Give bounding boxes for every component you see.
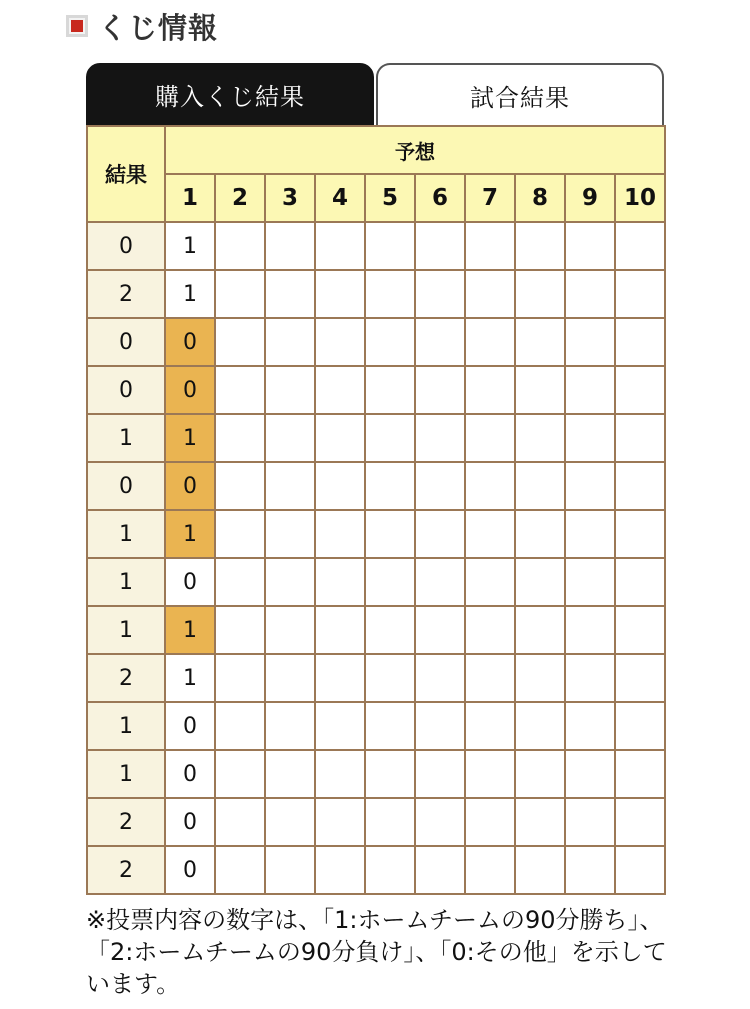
empty-prediction-cell: [265, 318, 315, 366]
prediction-cell-hit: 1: [165, 510, 215, 558]
empty-prediction-cell: [365, 510, 415, 558]
result-cell: 2: [87, 654, 165, 702]
empty-prediction-cell: [415, 702, 465, 750]
prediction-cell: 0: [165, 702, 215, 750]
empty-prediction-cell: [215, 654, 265, 702]
result-cell: 1: [87, 606, 165, 654]
table-row: [87, 414, 665, 462]
empty-prediction-cell: [615, 702, 665, 750]
empty-prediction-cell: [365, 270, 415, 318]
empty-prediction-cell: [565, 606, 615, 654]
prediction-number-header: 7: [465, 174, 515, 222]
empty-prediction-cell: [415, 222, 465, 270]
empty-prediction-cell: [265, 462, 315, 510]
empty-prediction-cell: [265, 222, 315, 270]
section-heading: [66, 8, 218, 44]
prediction-cell: 1: [165, 222, 215, 270]
empty-prediction-cell: [215, 558, 265, 606]
table-row: [87, 510, 665, 558]
empty-prediction-cell: [465, 414, 515, 462]
empty-prediction-cell: [515, 654, 565, 702]
result-cell: 2: [87, 270, 165, 318]
empty-prediction-cell: [265, 702, 315, 750]
prediction-cell: 1: [165, 654, 215, 702]
empty-prediction-cell: [315, 750, 365, 798]
empty-prediction-cell: [315, 798, 365, 846]
empty-prediction-cell: [415, 558, 465, 606]
empty-prediction-cell: [515, 318, 565, 366]
empty-prediction-cell: [465, 510, 515, 558]
empty-prediction-cell: [515, 846, 565, 894]
result-cell: 0: [87, 318, 165, 366]
empty-prediction-cell: [615, 510, 665, 558]
empty-prediction-cell: [565, 654, 615, 702]
result-cell: 1: [87, 750, 165, 798]
empty-prediction-cell: [615, 318, 665, 366]
empty-prediction-cell: [515, 510, 565, 558]
empty-prediction-cell: [315, 558, 365, 606]
empty-prediction-cell: [465, 654, 515, 702]
prediction-number-header: 9: [565, 174, 615, 222]
empty-prediction-cell: [415, 510, 465, 558]
empty-prediction-cell: [415, 798, 465, 846]
empty-prediction-cell: [265, 366, 315, 414]
result-cell: 0: [87, 462, 165, 510]
empty-prediction-cell: [365, 462, 415, 510]
prediction-number-header: 2: [215, 174, 265, 222]
table-row: [87, 606, 665, 654]
empty-prediction-cell: [565, 414, 615, 462]
prediction-number-header: 8: [515, 174, 565, 222]
empty-prediction-cell: [265, 654, 315, 702]
empty-prediction-cell: [315, 702, 365, 750]
empty-prediction-cell: [215, 366, 265, 414]
empty-prediction-cell: [565, 798, 615, 846]
empty-prediction-cell: [215, 846, 265, 894]
table-row: [87, 222, 665, 270]
empty-prediction-cell: [515, 798, 565, 846]
empty-prediction-cell: [615, 750, 665, 798]
empty-prediction-cell: [265, 750, 315, 798]
prediction-table: [86, 125, 666, 895]
empty-prediction-cell: [565, 318, 615, 366]
empty-prediction-cell: [615, 366, 665, 414]
empty-prediction-cell: [515, 462, 565, 510]
prediction-cell: 0: [165, 558, 215, 606]
empty-prediction-cell: [265, 510, 315, 558]
table-row: [87, 270, 665, 318]
empty-prediction-cell: [365, 366, 415, 414]
page-title: くじ情報: [98, 10, 219, 45]
empty-prediction-cell: [215, 462, 265, 510]
empty-prediction-cell: [265, 558, 315, 606]
prediction-cell-hit: 0: [165, 462, 215, 510]
prediction-cell: 0: [165, 750, 215, 798]
table-row: [87, 366, 665, 414]
prediction-cell-hit: 1: [165, 606, 215, 654]
empty-prediction-cell: [365, 318, 415, 366]
prediction-cell-hit: 1: [165, 414, 215, 462]
empty-prediction-cell: [315, 222, 365, 270]
empty-prediction-cell: [415, 750, 465, 798]
empty-prediction-cell: [365, 846, 415, 894]
prediction-number-header: 6: [415, 174, 465, 222]
empty-prediction-cell: [565, 462, 615, 510]
prediction-column-header: 予想: [165, 126, 665, 174]
empty-prediction-cell: [515, 270, 565, 318]
result-cell: 1: [87, 558, 165, 606]
empty-prediction-cell: [315, 654, 365, 702]
empty-prediction-cell: [215, 510, 265, 558]
empty-prediction-cell: [315, 606, 365, 654]
empty-prediction-cell: [365, 558, 415, 606]
empty-prediction-cell: [565, 366, 615, 414]
empty-prediction-cell: [265, 606, 315, 654]
prediction-number-header: 10: [615, 174, 665, 222]
empty-prediction-cell: [615, 462, 665, 510]
table-row: [87, 750, 665, 798]
tab-purchased-lottery-results[interactable]: 購入くじ結果: [86, 63, 374, 126]
table-row: [87, 846, 665, 894]
result-cell: 2: [87, 846, 165, 894]
empty-prediction-cell: [215, 798, 265, 846]
empty-prediction-cell: [615, 846, 665, 894]
prediction-cell: 0: [165, 798, 215, 846]
table-row: [87, 702, 665, 750]
table-row: [87, 798, 665, 846]
empty-prediction-cell: [315, 366, 365, 414]
empty-prediction-cell: [215, 318, 265, 366]
empty-prediction-cell: [365, 798, 415, 846]
result-cell: 1: [87, 414, 165, 462]
empty-prediction-cell: [365, 414, 415, 462]
table-row: [87, 558, 665, 606]
empty-prediction-cell: [465, 846, 515, 894]
empty-prediction-cell: [365, 222, 415, 270]
empty-prediction-cell: [315, 846, 365, 894]
prediction-cell-hit: 0: [165, 366, 215, 414]
empty-prediction-cell: [515, 222, 565, 270]
empty-prediction-cell: [465, 558, 515, 606]
empty-prediction-cell: [615, 558, 665, 606]
empty-prediction-cell: [415, 318, 465, 366]
result-cell: 2: [87, 798, 165, 846]
prediction-cell: 0: [165, 846, 215, 894]
empty-prediction-cell: [215, 606, 265, 654]
empty-prediction-cell: [415, 270, 465, 318]
empty-prediction-cell: [215, 702, 265, 750]
empty-prediction-cell: [315, 270, 365, 318]
tab-bar: [86, 63, 664, 126]
empty-prediction-cell: [415, 846, 465, 894]
empty-prediction-cell: [215, 414, 265, 462]
empty-prediction-cell: [565, 222, 615, 270]
empty-prediction-cell: [415, 414, 465, 462]
empty-prediction-cell: [615, 222, 665, 270]
tab-match-results[interactable]: 試合結果: [376, 63, 664, 126]
empty-prediction-cell: [465, 750, 515, 798]
empty-prediction-cell: [565, 702, 615, 750]
empty-prediction-cell: [465, 798, 515, 846]
empty-prediction-cell: [515, 606, 565, 654]
empty-prediction-cell: [565, 750, 615, 798]
empty-prediction-cell: [515, 702, 565, 750]
empty-prediction-cell: [265, 798, 315, 846]
table-row: [87, 318, 665, 366]
empty-prediction-cell: [365, 750, 415, 798]
red-square-icon: [66, 15, 88, 37]
empty-prediction-cell: [415, 654, 465, 702]
empty-prediction-cell: [215, 270, 265, 318]
empty-prediction-cell: [365, 702, 415, 750]
prediction-cell: 1: [165, 270, 215, 318]
empty-prediction-cell: [615, 414, 665, 462]
empty-prediction-cell: [615, 798, 665, 846]
empty-prediction-cell: [565, 558, 615, 606]
empty-prediction-cell: [565, 510, 615, 558]
prediction-number-header: 1: [165, 174, 215, 222]
empty-prediction-cell: [515, 750, 565, 798]
empty-prediction-cell: [415, 606, 465, 654]
table-row: [87, 654, 665, 702]
empty-prediction-cell: [465, 222, 515, 270]
empty-prediction-cell: [415, 366, 465, 414]
empty-prediction-cell: [365, 654, 415, 702]
empty-prediction-cell: [465, 318, 515, 366]
empty-prediction-cell: [415, 462, 465, 510]
empty-prediction-cell: [615, 654, 665, 702]
prediction-number-header: 4: [315, 174, 365, 222]
prediction-cell-hit: 0: [165, 318, 215, 366]
empty-prediction-cell: [265, 270, 315, 318]
empty-prediction-cell: [615, 270, 665, 318]
result-cell: 1: [87, 510, 165, 558]
footnote: ※投票内容の数字は、「1:ホームチームの90分勝ち」、「2:ホームチームの90分負け」、「0:その他」を示しています。: [86, 906, 667, 998]
empty-prediction-cell: [565, 846, 615, 894]
table-row: [87, 462, 665, 510]
result-cell: 1: [87, 702, 165, 750]
prediction-number-header: 5: [365, 174, 415, 222]
empty-prediction-cell: [515, 414, 565, 462]
empty-prediction-cell: [565, 270, 615, 318]
empty-prediction-cell: [515, 366, 565, 414]
empty-prediction-cell: [465, 702, 515, 750]
result-cell: 0: [87, 366, 165, 414]
prediction-number-header: 3: [265, 174, 315, 222]
result-column-header: 結果: [87, 126, 165, 222]
empty-prediction-cell: [265, 846, 315, 894]
empty-prediction-cell: [615, 606, 665, 654]
empty-prediction-cell: [365, 606, 415, 654]
empty-prediction-cell: [515, 558, 565, 606]
empty-prediction-cell: [215, 222, 265, 270]
result-cell: 0: [87, 222, 165, 270]
empty-prediction-cell: [315, 510, 365, 558]
empty-prediction-cell: [265, 414, 315, 462]
empty-prediction-cell: [215, 750, 265, 798]
empty-prediction-cell: [465, 462, 515, 510]
empty-prediction-cell: [315, 414, 365, 462]
empty-prediction-cell: [465, 366, 515, 414]
empty-prediction-cell: [465, 606, 515, 654]
empty-prediction-cell: [315, 318, 365, 366]
empty-prediction-cell: [315, 462, 365, 510]
empty-prediction-cell: [465, 270, 515, 318]
